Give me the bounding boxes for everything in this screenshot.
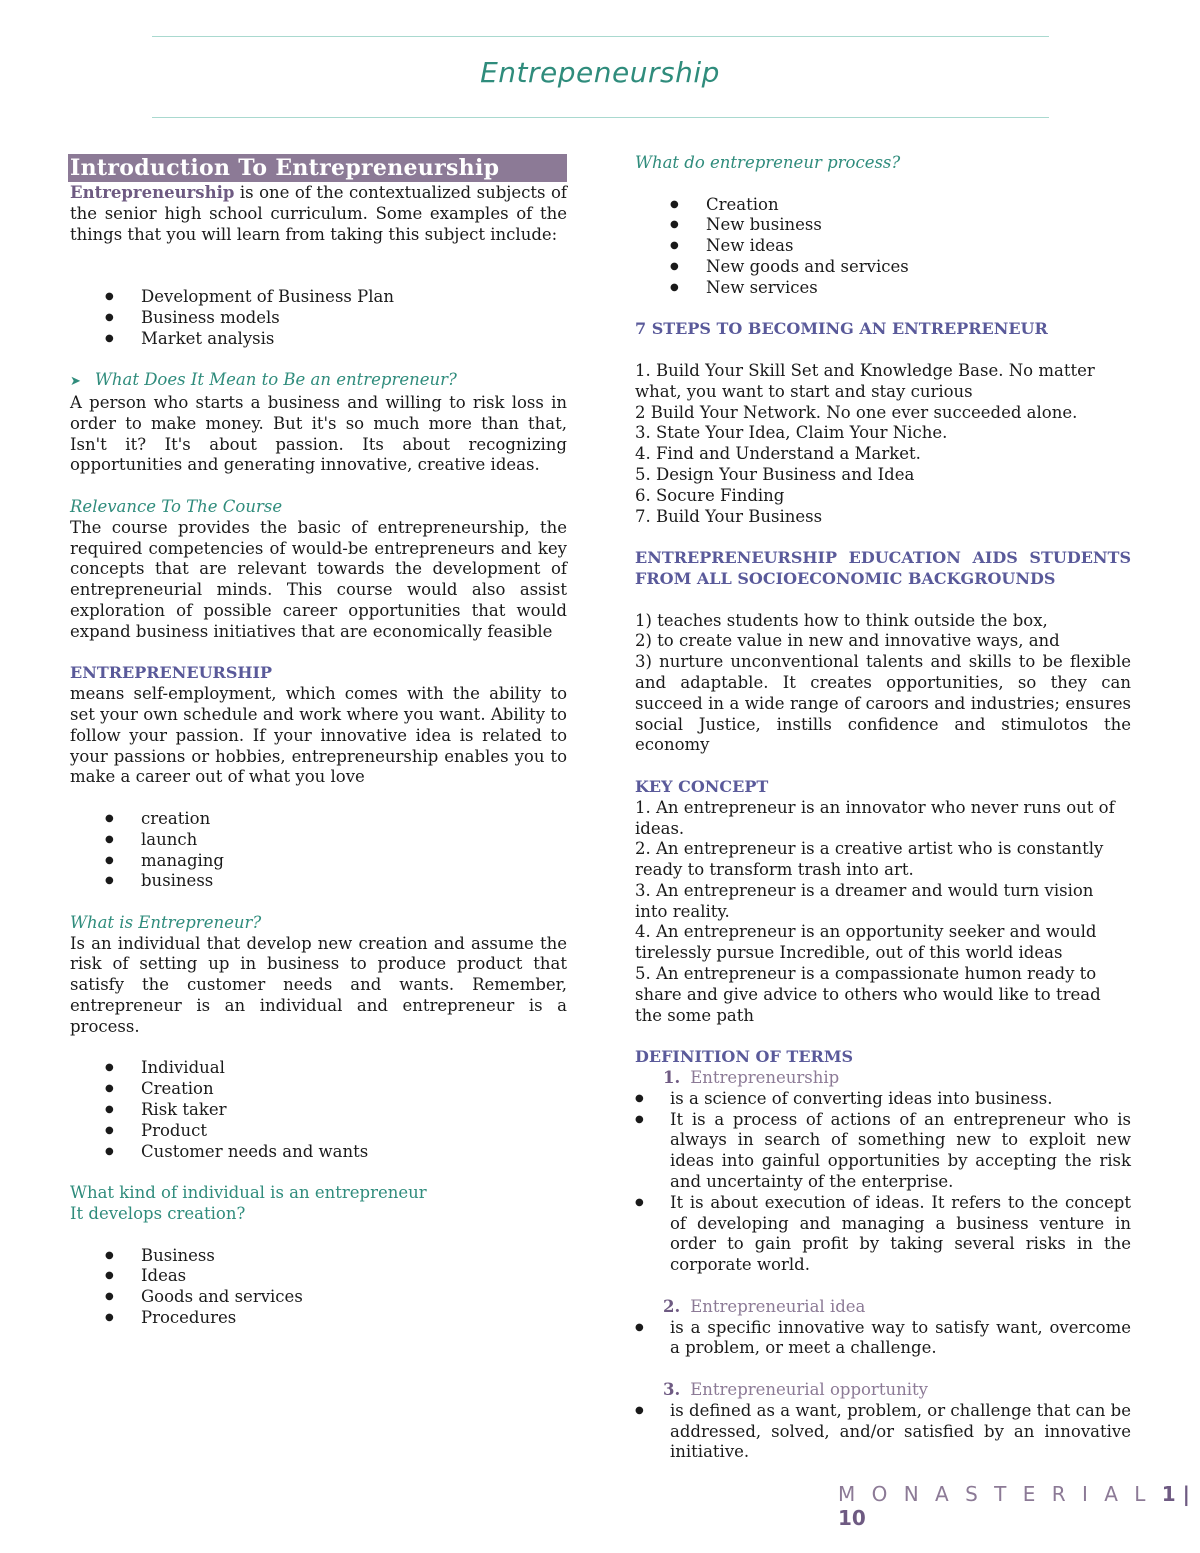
intro-lead-term: Entrepreneurship (70, 183, 235, 202)
learn-list (70, 287, 567, 349)
definition-term (635, 1068, 1131, 1089)
meaning-text: A person who starts a business and willing to risk loss in order to make money. But it's so much more than that, Isn't it? It's about passion. Its about recognizing opportunities and generating innovative, creative ideas. (70, 392, 567, 475)
list-item: ● Individual (70, 1058, 567, 1079)
steps-heading: 7 STEPS TO BECOMING AN ENTREPRENEUR (635, 319, 1048, 339)
whatis-text: Is an individual that develop new creation and assume the risk of setting up in business to produce product that satisfy the customer needs and wants. Remember, entrepreneur is an individual and entrepreneur is a process. (70, 933, 567, 1036)
right-column (635, 153, 1131, 1463)
header-top-rule (152, 36, 1049, 37)
list-item: ● managing (70, 851, 567, 872)
step-item: 2 Build Your Network. No one ever succeeded alone. (635, 402, 1078, 422)
key-concept-item: 3. An entrepreneur is a dreamer and would turn vision into reality. (635, 880, 1094, 921)
relevance-text: The course provides the basic of entrepreneurship, the required competencies of would-be entrepreneurs and key concepts that are relevant towards the development of entrepreneurial minds. This course would also assist exploration of possible career opportunities that would expand business initiatives that are economically feasible (70, 517, 567, 641)
education-item: 2) to create value in new and innovative ways, and (635, 631, 1060, 651)
list-item: ● Market analysis (70, 329, 567, 350)
list-item: ● Creation (70, 1079, 567, 1100)
kind-heading-line2: It develops creation? (70, 1204, 246, 1224)
kind-heading-line1: What kind of individual is an entrepreneur (70, 1183, 427, 1203)
list-item: ● New goods and services (635, 257, 1131, 278)
list-item: ● New services (635, 278, 1131, 299)
key-concept-item: 4. An entrepreneur is an opportunity seeker and would tirelessly pursue Incredible, out of this world ideas (635, 922, 1097, 963)
list-item: ● New business (635, 215, 1131, 236)
meaning-heading-text: What Does It Mean to Be an entrepreneur? (94, 370, 457, 390)
intro-title: Introduction To Entrepreneurship (68, 154, 567, 182)
list-item: ● is defined as a want, problem, or challenge that can be addressed, solved, and/or satisfied by an innovative initiative. (635, 1401, 1131, 1463)
definition-number: 3. (663, 1380, 681, 1400)
step-item: 4. Find and Understand a Market. (635, 444, 921, 464)
list-item: ● business (70, 871, 567, 892)
education-item: 1) teaches students how to think outside the box, (635, 610, 1048, 630)
list-item: ● Ideas (70, 1266, 567, 1287)
key-concept-item: 5. An entrepreneur is a compassionate humon ready to share and give advice to others who would like to tread the some path (635, 964, 1101, 1025)
list-item: ● Risk taker (70, 1100, 567, 1121)
definition-term-text: Entrepreneurial opportunity (690, 1380, 928, 1400)
definition-number: 2. (663, 1296, 681, 1316)
list-item: ● Creation (635, 195, 1131, 216)
definition-entrepreneurial-idea (635, 1297, 1131, 1359)
list-item: ● Procedures (70, 1308, 567, 1329)
definition-entrepreneurial-opportunity (635, 1380, 1131, 1463)
relevance-heading: Relevance To The Course (70, 496, 283, 516)
list-item: ● Business models (70, 308, 567, 329)
step-item: 1. Build Your Skill Set and Knowledge Base. No matter what, you want to start and stay curious (635, 360, 1095, 401)
definition-number: 1. (663, 1068, 681, 1088)
page-number: 1 | 10 (838, 1482, 1190, 1530)
meaning-heading (70, 370, 567, 393)
intro-text: is one of the contextualized subjects of the senior high school curriculum. Some examples of the things that you will learn from taking this subject include: (70, 183, 567, 244)
definition-list (635, 1318, 1131, 1360)
list-item: ● Development of Business Plan (70, 287, 567, 308)
definition-term (635, 1380, 1131, 1401)
header-bottom-rule (152, 117, 1049, 118)
entrepreneurship-text: means self-employment, which comes with the ability to set your own schedule and work where you want. Ability to follow your passion. If your innovative idea is related to your passions or hobbies, entrepreneurship enables you to make a career out of what you love (70, 684, 567, 787)
list-item: ● It is a process of actions of an entrepreneur who is always in search of something new to exploit new ideas into gainful opportunities by accepting the risk and uncertainty of the enterprise. (635, 1110, 1131, 1193)
education-heading: ENTREPRENEURSHIP EDUCATION AIDS STUDENTS FROM ALL SOCIOECONOMIC BACKGROUNDS (635, 548, 1131, 588)
process-heading: What do entrepreneur process? (635, 153, 901, 172)
list-item: ● is a science of converting ideas into business. (635, 1089, 1131, 1110)
list-item: ● It is about execution of ideas. It refers to the concept of developing and managing a business venture in order to gain profit by taking several risks in the corporate world. (635, 1193, 1131, 1276)
key-concept-heading: KEY CONCEPT (635, 776, 769, 796)
list-item: ● Customer needs and wants (70, 1142, 567, 1163)
step-item: 3. State Your Idea, Claim Your Niche. (635, 423, 948, 443)
list-item: ● Product (70, 1121, 567, 1142)
list-item: ● New ideas (635, 236, 1131, 257)
list-item: ● creation (70, 809, 567, 830)
whatis-list (70, 1058, 567, 1162)
definition-heading: DEFINITION OF TERMS (635, 1047, 854, 1067)
entrepreneurship-list (70, 809, 567, 892)
step-item: 7. Build Your Business (635, 506, 823, 526)
step-item: 5. Design Your Business and Idea (635, 464, 915, 484)
education-item: 3) nurture unconventional talents and skills to be flexible and adaptable. It creates opportunities, so they can succeed in a wide range of caroors and industries; ensures social Justice, instills confidence and stimulotos the economy (635, 652, 1131, 755)
list-item: ● launch (70, 830, 567, 851)
intro-paragraph (70, 183, 567, 245)
page-header-title: Entrepeneurship (480, 56, 720, 89)
entrepreneurship-heading: ENTREPRENEURSHIP (70, 663, 272, 683)
page-footer (838, 1482, 1200, 1530)
key-concept-item: 1. An entrepreneur is an innovator who never runs out of ideas. (635, 797, 1115, 838)
arrow-bullet-icon: ➤ (70, 374, 81, 390)
definition-term-text: Entrepreneurial idea (690, 1296, 866, 1316)
step-item: 6. Socure Finding (635, 485, 785, 505)
definition-list (635, 1089, 1131, 1276)
definition-list (635, 1401, 1131, 1463)
footer-name: M O N A S T E R I A L (838, 1482, 1151, 1506)
definition-entrepreneurship (635, 1068, 1131, 1276)
definition-term-text: Entrepreneurship (690, 1068, 840, 1088)
kind-list (70, 1246, 567, 1329)
whatis-heading: What is Entrepreneur? (70, 912, 262, 932)
list-item: ● Goods and services (70, 1287, 567, 1308)
list-item: ● is a specific innovative way to satisfy want, overcome a problem, or meet a challenge. (635, 1318, 1131, 1360)
key-concept-item: 2. An entrepreneur is a creative artist who is constantly ready to transform trash into art. (635, 839, 1104, 880)
left-column (70, 154, 567, 1329)
process-list (635, 195, 1131, 299)
definition-term (635, 1297, 1131, 1318)
list-item: ● Business (70, 1246, 567, 1267)
